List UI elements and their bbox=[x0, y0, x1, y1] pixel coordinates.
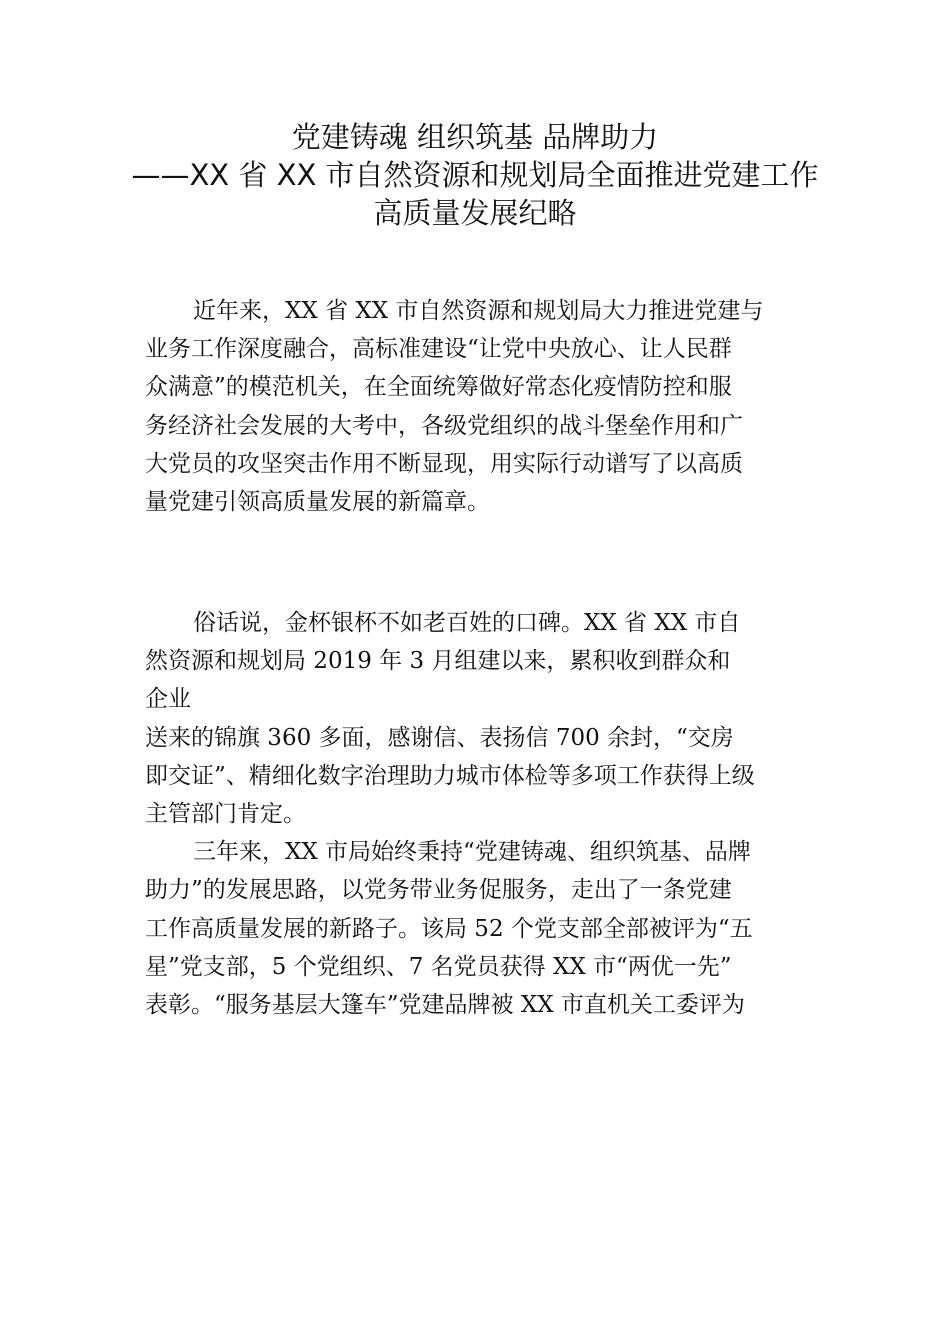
paragraph-line: 俗话说，金杯银杯不如老百姓的口碑。XX 省 XX 市自 bbox=[193, 610, 741, 636]
paragraph-line: 量党建引领高质量发展的新篇章。 bbox=[145, 488, 490, 515]
paragraph-line: 三年来，XX 市局始终秉持“党建铸魂、组织筑基、品牌 bbox=[193, 839, 751, 866]
paragraph-line: 送来的锦旗 360 多面，感谢信、表扬信 700 余封，“交房 bbox=[145, 724, 734, 751]
paragraph-line: 助力”的发展思路，以党务带业务促服务，走出了一条党建 bbox=[145, 877, 732, 904]
title-line-2: ——XX 省 XX 市自然资源和规划局全面推进党建工作 bbox=[131, 158, 819, 192]
paragraph-line: 企业 bbox=[145, 686, 191, 713]
paragraph-line: 然资源和规划局 2019 年 3 月组建以来，累积收到群众和 bbox=[145, 648, 731, 675]
paragraph-line: 务经济社会发展的大考中，各级党组织的战斗堡垒作用和广 bbox=[145, 412, 743, 439]
paragraph-line: 工作高质量发展的新路子。该局 52 个党支部全部被评为“五 bbox=[145, 915, 753, 942]
paragraph-line: 表彰。“服务基层大篷车”党建品牌被 XX 市直机关工委评为 bbox=[145, 991, 745, 1018]
paragraph-line: 大党员的攻坚突击作用不断显现，用实际行动谱写了以高质 bbox=[145, 450, 743, 477]
title-line-3: 高质量发展纪略 bbox=[373, 196, 577, 230]
paragraph-line: 近年来，XX 省 XX 市自然资源和规划局大力推进党建与 bbox=[193, 298, 764, 324]
document-title bbox=[100, 118, 850, 232]
title-line-1: 党建铸魂 组织筑基 品牌助力 bbox=[291, 120, 659, 154]
paragraph-line: 星”党支部，5 个党组织、7 名党员获得 XX 市“两优一先” bbox=[145, 953, 732, 980]
paragraph-1 bbox=[145, 292, 810, 521]
paragraph-line: 众满意”的模范机关，在全面统筹做好常态化疫情防控和服 bbox=[145, 374, 732, 401]
paragraph-line: 即交证”、精细化数字治理助力城市体检等多项工作获得上级 bbox=[145, 762, 755, 789]
paragraph-line: 业务工作深度融合，高标准建设“让党中央放心、让人民群 bbox=[145, 336, 732, 363]
paragraph-2 bbox=[145, 604, 810, 1024]
paragraph-line: 主管部门肯定。 bbox=[145, 800, 306, 827]
